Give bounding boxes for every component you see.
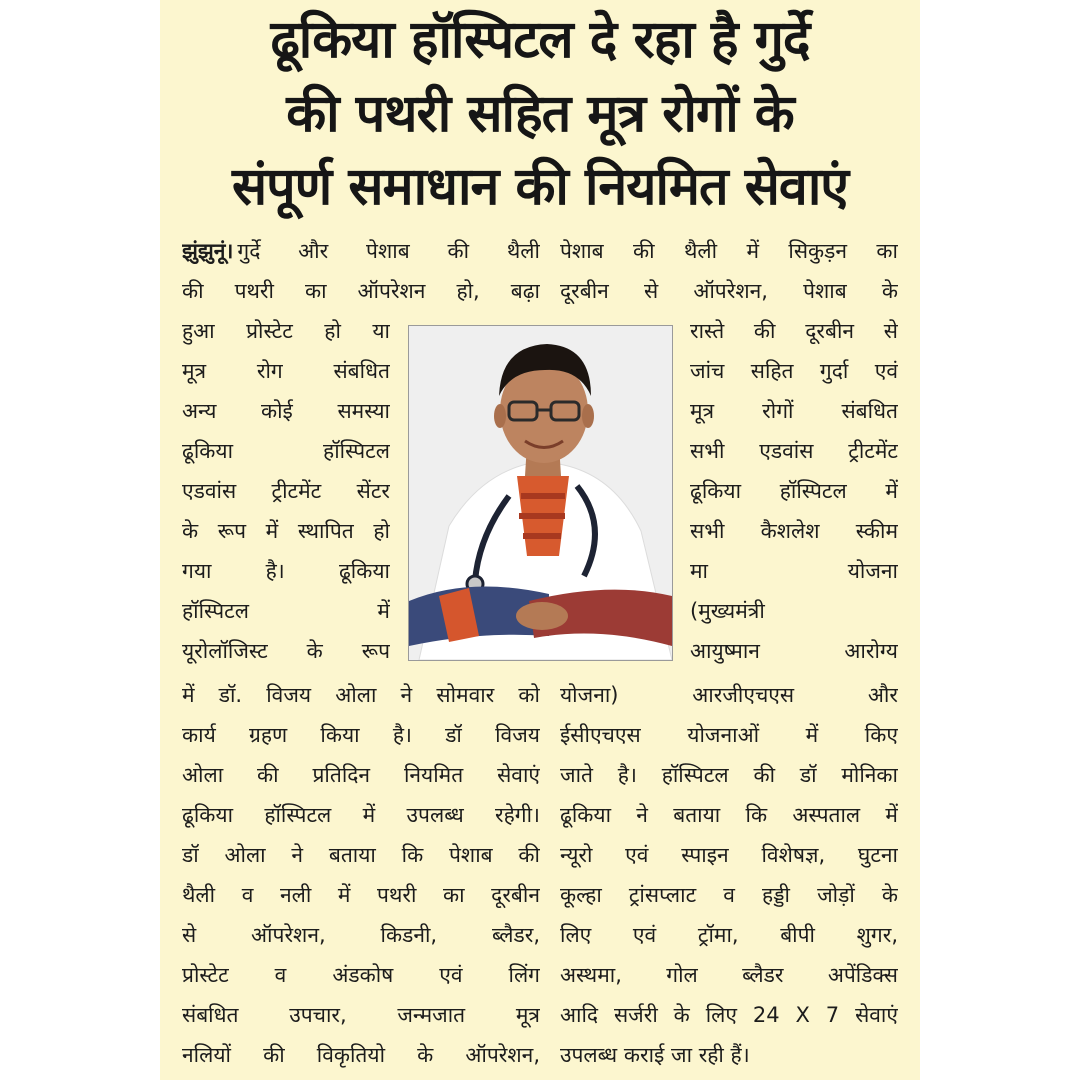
article-line: ओला की प्रतिदिन नियमित सेवाएं (182, 763, 540, 787)
article-line: हॉस्पिटल में (182, 599, 390, 623)
article-line: सभी एडवांस ट्रीटमेंट (690, 439, 898, 463)
doctor-portrait-illustration (409, 326, 672, 660)
headline-line-2: की पथरी सहित मूत्र रोगों के (286, 84, 794, 144)
article-line: ईसीएचएस योजनाओं में किए (560, 723, 898, 747)
article-line: के रूप में स्थापित हो (182, 519, 390, 543)
article-line: न्यूरो एवं स्पाइन विशेषज्ञ, घुटना (560, 843, 898, 867)
article-line: रास्ते की दूरबीन से (690, 319, 898, 343)
article-line: नलियों की विकृतियो के ऑपरेशन, (182, 1043, 540, 1067)
left-ear (494, 404, 506, 428)
article-line: उपलब्ध कराई जा रही हैं। (560, 1043, 750, 1067)
article-line: मा योजना (690, 559, 898, 583)
article-line: योजना) आरजीएचएस और (560, 683, 898, 707)
headline-line-3: संपूर्ण समाधान की नियमित सेवाएं (231, 157, 849, 217)
article-line: एडवांस ट्रीटमेंट सेंटर (182, 479, 390, 503)
article-line: लिए एवं ट्रॉमा, बीपी शुगर, (560, 923, 898, 947)
article-line: ढूकिया ने बताया कि अस्पताल में (560, 803, 898, 827)
hands (516, 602, 568, 630)
article-line: मूत्र रोग संबधित (182, 359, 390, 383)
right-ear (582, 404, 594, 428)
article-line: थैली व नली में पथरी का दूरबीन (182, 883, 540, 907)
article-line: अस्थमा, गोल ब्लैडर अपेंडिक्स (560, 963, 898, 987)
article-line: से ऑपरेशन, किडनी, ब्लैडर, (182, 923, 540, 947)
article-line: कूल्हा ट्रांसप्लाट व हड्डी जोड़ों के (560, 883, 898, 907)
article-line: झुंझुनूं। गुर्दे और पेशाब की थैली (182, 239, 540, 263)
article-line: सभी कैशलेश स्कीम (690, 519, 898, 543)
article-line: प्रोस्टेट व अंडकोष एवं लिंग (182, 963, 540, 987)
article-line: यूरोलॉजिस्ट के रूप (182, 639, 390, 663)
article-line: डॉ ओला ने बताया कि पेशाब की (182, 843, 540, 867)
article-line: संबधित उपचार, जन्मजात मूत्र (182, 1003, 540, 1027)
newspaper-clipping (160, 0, 920, 1080)
article-line: जाते है। हॉस्पिटल की डॉ मोनिका (560, 763, 898, 787)
article-line: ढूकिया हॉस्पिटल में उपलब्ध रहेगी। (182, 803, 540, 827)
article-line: गया है। ढूकिया (182, 559, 390, 583)
article-line: ढूकिया हॉस्पिटल में (690, 479, 898, 503)
dateline: झुंझुनूं। (182, 239, 234, 263)
article-line: (मुख्यमंत्री (690, 599, 765, 623)
article-line: ढूकिया हॉस्पिटल (182, 439, 390, 463)
article-line: आयुष्मान आरोग्य (690, 639, 898, 663)
article-line: पेशाब की थैली में सिकुड़न का (560, 239, 898, 263)
article-line: की पथरी का ऑपरेशन हो, बढ़ा (182, 279, 540, 303)
headline-line-1: ढूकिया हॉस्पिटल दे रहा है गुर्दे (270, 10, 810, 70)
article-line: अन्य कोई समस्या (182, 399, 390, 423)
article-line: दूरबीन से ऑपरेशन, पेशाब के (560, 279, 898, 303)
article-line: जांच सहित गुर्दा एवं (690, 359, 898, 383)
article-line: मूत्र रोगों संबधित (690, 399, 898, 423)
doctor-photo (408, 325, 673, 661)
article-line: में डॉ. विजय ओला ने सोमवार को (182, 683, 540, 707)
article-line: कार्य ग्रहण किया है। डॉ विजय (182, 723, 540, 747)
article-line: आदि सर्जरी के लिए 24 X 7 सेवाएं (560, 1003, 898, 1027)
article-line: हुआ प्रोस्टेट हो या (182, 319, 390, 343)
